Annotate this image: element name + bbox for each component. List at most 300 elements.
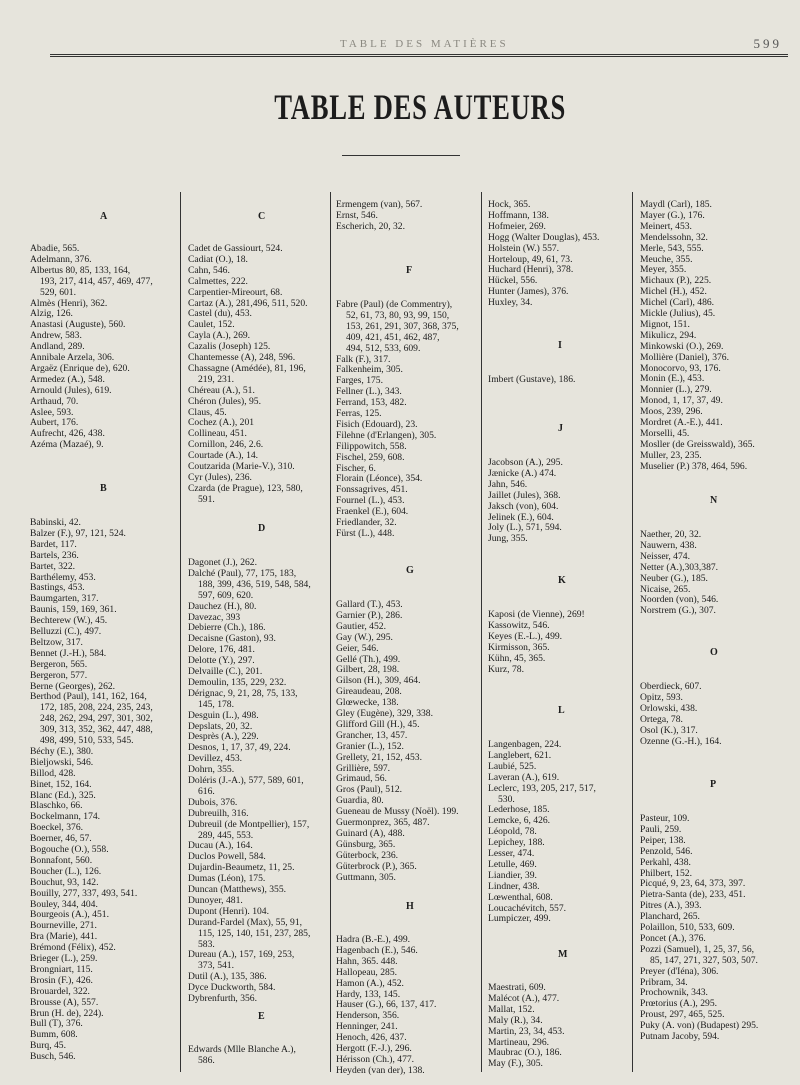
author-entry: Mayer (G.), 176. [640, 209, 705, 221]
author-entry: Bieljowski, 546. [30, 756, 94, 768]
author-entry: Balzer (F.), 97, 121, 524. [30, 527, 126, 539]
author-entry: Kassowitz, 546. [488, 619, 550, 631]
author-entry: Baumgarten, 317. [30, 593, 99, 605]
author-entry: Calmettes, 222. [188, 275, 248, 287]
author-entry: Busch, 546. [30, 1051, 76, 1063]
author-entry: Cazalis (Joseph) 125. [188, 341, 271, 353]
author-entry: Pauli, 259. [640, 823, 682, 835]
running-head [50, 38, 788, 57]
author-entry: Hauser (G.), 66, 137, 417. [336, 999, 437, 1011]
author-entry: Guardia, 80. [336, 795, 384, 807]
author-entry: Almès (Henri), 362. [30, 297, 108, 309]
author-entry-continuation: 616. [198, 785, 215, 797]
author-entry: Prochownik, 343. [640, 987, 708, 999]
section-letter: C [258, 211, 266, 222]
author-entry: Boeckel, 376. [30, 822, 84, 834]
author-entry: Norstrem (G.), 307. [640, 605, 716, 617]
author-entry: Monocorvo, 93, 176. [640, 362, 721, 374]
author-entry: Perkahl, 438. [640, 856, 691, 868]
author-entry: Berthod (Paul), 141, 162, 164, [30, 691, 147, 703]
author-entry: Neisser, 474. [640, 550, 690, 562]
author-entry: Guermonprez, 365, 487. [336, 817, 430, 828]
author-entry-continuation: 597, 609, 620. [198, 589, 254, 601]
author-entry: Ferras, 125. [336, 408, 382, 419]
column-divider [180, 192, 181, 1072]
author-entry: Bartels, 236. [30, 549, 79, 561]
author-entry: Jænicke (A.) 474. [488, 467, 557, 479]
title-rule [342, 155, 460, 156]
author-entry: Maydl (Carl), 185. [640, 199, 712, 210]
author-entry: Burq, 45. [30, 1040, 66, 1052]
author-entry-continuation: 494, 512, 533, 609. [346, 342, 421, 354]
author-entry: Lesser, 474. [488, 848, 535, 859]
author-entry: Michaux (P.), 225. [640, 275, 712, 287]
author-entry: Armedez (A.), 548. [30, 373, 105, 385]
author-entry: Grimaud, 56. [336, 773, 387, 785]
author-entry: Andrew, 583. [30, 330, 82, 342]
running-title: TABLE DES MATIÈRES [340, 38, 509, 50]
author-entry: Boerner, 46, 57. [30, 833, 92, 845]
author-entry: Opitz, 593. [640, 691, 683, 703]
author-entry: Nauwern, 438. [640, 539, 697, 551]
column-divider [481, 192, 482, 1072]
author-entry: Claus, 45. [188, 406, 227, 418]
author-entry: Joly (L.), 571, 594. [488, 522, 562, 534]
author-entry: Gautier, 452. [336, 620, 386, 632]
author-entry: Fabre (Paul) (de Commentry), [336, 299, 453, 310]
author-entry: Fischer, 6. [336, 462, 376, 474]
author-entry: Jacobson (A.), 295. [488, 457, 563, 468]
author-entry: Baunis, 159, 169, 361. [30, 604, 117, 616]
author-entry: Mignot, 151. [640, 318, 690, 330]
author-entry: Binet, 152, 164. [30, 778, 92, 790]
author-entry: Brouardel, 322. [30, 985, 90, 997]
author-entry: Kurz, 78. [488, 663, 524, 675]
author-entry-continuation: 591. [198, 493, 215, 505]
author-entry: Meyer, 355. [640, 264, 687, 276]
author-entry: Abadie, 565. [30, 243, 80, 254]
author-entry: Moos, 239, 296. [640, 406, 703, 418]
page-number: 599 [753, 36, 782, 51]
author-entry: Dybrenfurth, 356. [188, 993, 258, 1004]
author-entry: Huchard (Henri), 378. [488, 264, 574, 276]
author-entry: Naether, 20, 32. [640, 529, 702, 540]
author-entry: Dureau (A.), 157, 169, 253, [188, 949, 295, 961]
author-entry: Fonssagrives, 451. [336, 484, 408, 496]
author-entry: Alzig, 126. [30, 308, 73, 320]
author-entry: Prœtorius (A.), 295. [640, 998, 718, 1010]
author-entry: Falkenheim, 305. [336, 364, 403, 376]
author-entry: Loucachévitch, 557. [488, 902, 567, 914]
author-entry: Brémond (Félix), 452. [30, 942, 116, 954]
author-entry: Carpentier-Mireourt, 68. [188, 286, 283, 298]
author-entry: Penzold, 546. [640, 845, 693, 857]
author-entry: Chassagne (Amédée), 81, 196, [188, 362, 306, 374]
section-letter: A [100, 211, 108, 222]
author-entry: Ozenne (G.-H.), 164. [640, 735, 722, 747]
author-entry: Bumm, 608. [30, 1029, 78, 1041]
column-divider [632, 192, 633, 1072]
section-letter: J [558, 423, 563, 434]
author-entry: Czarda (de Prague), 123, 580, [188, 482, 303, 494]
author-entry: Cayla (A.), 269. [188, 330, 251, 342]
author-entry: Lepichey, 188. [488, 837, 545, 849]
section-letter: D [258, 523, 266, 534]
author-entry: Monod, 1, 17, 37, 49. [640, 395, 723, 407]
author-entry: Beltzow, 317. [30, 636, 83, 648]
author-entry: Meinert, 453. [640, 220, 692, 232]
author-entry: Aufrecht, 426, 438. [30, 428, 105, 440]
author-entry-continuation: 409, 421, 451, 462, 487, [346, 331, 440, 343]
author-entry: Azéma (Mazaé), 9. [30, 439, 104, 451]
author-entry: Aubert, 176. [30, 417, 79, 429]
author-entry: Coutzarida (Marie-V.), 310. [188, 461, 295, 472]
author-entry: Dunoyer, 481. [188, 894, 243, 906]
author-entry: Minkowski (O.), 269. [640, 340, 724, 352]
author-entry: Ducau (A.), 164. [188, 840, 253, 852]
author-entry: Mallat, 152. [488, 1003, 535, 1015]
author-entry: Billod, 428. [30, 767, 76, 779]
author-entry-continuation: 529, 601. [40, 286, 76, 298]
author-entry: Grancher, 13, 457. [336, 729, 408, 741]
author-entry: Bouchut, 93, 142. [30, 876, 99, 888]
author-entry: Delore, 176, 481. [188, 644, 255, 656]
author-entry: Arnould (Jules), 619. [30, 384, 112, 396]
author-entry: Osol (K.), 317. [640, 724, 698, 736]
column-divider [330, 192, 331, 1072]
author-entry: Hunter (James), 376. [488, 286, 569, 298]
author-entry: Aslee, 593. [30, 406, 74, 418]
author-entry: Hergott (F.-J.), 296. [336, 1043, 412, 1054]
author-entry: Ernst, 546. [336, 209, 378, 221]
author-entry: Jelinek (E.), 604. [488, 511, 554, 523]
author-entry: Lindner, 438. [488, 880, 540, 892]
author-entry: Hahn, 365. 448. [336, 955, 398, 967]
author-entry: Cadiat (O.), 18. [188, 253, 248, 265]
author-entry: Falk (F.), 317. [336, 353, 391, 365]
author-entry: Maly (R.), 34. [488, 1014, 543, 1026]
author-entry: Farges, 175. [336, 375, 383, 387]
author-entry: Peiper, 138. [640, 834, 686, 846]
author-entry: Dalché (Paul), 77, 175, 183, [188, 567, 297, 579]
author-entry: Netter (A.),303,387. [640, 561, 719, 573]
author-entry: Monnier (L.), 279. [640, 384, 712, 396]
author-entry: Lœwenthal, 608. [488, 891, 553, 903]
author-entry: Cartaz (A.), 281,496, 511, 520. [188, 297, 308, 309]
page-title: TABLE DES AUTEURS [274, 87, 567, 127]
author-entry: Guinard (A), 488. [336, 827, 405, 839]
author-entry: Polaillon, 510, 533, 609. [640, 922, 735, 933]
author-entry: Noorden (von), 546. [640, 594, 719, 606]
author-entry: Hogg (Walter Douglas), 453. [488, 231, 600, 243]
author-entry: Gireaudeau, 208. [336, 686, 402, 698]
author-entry: Mickle (Julius), 45. [640, 308, 716, 319]
author-entry: Muselier (P.) 378, 464, 596. [640, 460, 748, 472]
author-entry: Béchy (E.), 380. [30, 745, 94, 757]
author-entry: Demoulin, 135, 229, 232. [188, 676, 287, 688]
author-entry: Merle, 543, 555. [640, 242, 704, 254]
author-entry: Dyce Duckworth, 584. [188, 982, 276, 994]
author-entry: Courtade (A.), 14. [188, 450, 259, 462]
author-entry: Dumas (Léon), 175. [188, 873, 266, 885]
author-entry: Hückel, 556. [488, 275, 538, 287]
author-entry: Boucher (L.), 126. [30, 865, 102, 877]
author-entry: Delotte (Y.), 297. [188, 655, 255, 667]
author-entry: Castel (du), 453. [188, 308, 252, 320]
author-entry: Bardet, 117. [30, 538, 77, 550]
author-entry: Pozzi (Samuel), 1, 25, 37, 56, [640, 943, 755, 955]
author-entry: Escherich, 20, 32. [336, 220, 406, 232]
author-entry: Monin (E.), 453. [640, 373, 705, 385]
author-entry: Horteloup, 49, 61, 73. [488, 253, 573, 265]
author-entry-continuation: 289, 445, 553. [198, 829, 254, 841]
author-entry: Jaksch (von), 604. [488, 500, 559, 512]
author-entry: Dubois, 376. [188, 796, 238, 808]
author-entry: Chéron (Jules), 95. [188, 395, 262, 407]
author-entry: Malécot (A.), 477. [488, 992, 560, 1004]
author-entry: Ferrand, 153, 482. [336, 397, 407, 409]
section-letter: K [558, 575, 566, 586]
author-entry: Devillez, 453. [188, 753, 243, 765]
author-entry: Caulet, 152. [188, 319, 235, 331]
author-entry: Hallopeau, 285. [336, 966, 398, 978]
author-entry: Bouilly, 277, 337, 493, 541. [30, 887, 138, 899]
author-entry-continuation: 153, 261, 291, 307, 368, 375, [346, 320, 459, 332]
author-entry: Dauchez (H.), 80. [188, 600, 257, 612]
author-entry: Liandier, 39. [488, 869, 537, 881]
author-entry: Holstein (W.) 557. [488, 242, 560, 254]
author-entry: Florain (Léonce), 354. [336, 473, 423, 485]
author-entry: Gley (Eugène), 329, 338. [336, 708, 433, 719]
author-entry: Barthélemy, 453. [30, 571, 96, 583]
author-entry: Adelmann, 376. [30, 253, 92, 265]
author-entry: Langenbagen, 224. [488, 739, 562, 750]
author-entry: Huxley, 34. [488, 297, 533, 309]
author-entry: Fraenkel (E.), 604. [336, 506, 409, 518]
author-entry: Cochez (A.), 201 [188, 417, 255, 429]
author-entry: Henderson, 356. [336, 1010, 400, 1022]
author-entry: Gay (W.), 295. [336, 631, 393, 643]
author-entry-continuation: 219, 231. [198, 373, 234, 385]
author-entry-continuation: 583. [198, 938, 215, 950]
author-entry: Dujardin-Beaumetz, 11, 25. [188, 862, 295, 874]
author-entry: Dupont (Henri). 104. [188, 905, 269, 917]
author-entry: Hadra (B.-E.), 499. [336, 934, 411, 945]
author-entry: Annibale Arzela, 306. [30, 352, 115, 363]
author-entry: Laubié, 525. [488, 760, 537, 772]
author-entry: Nicaise, 265. [640, 583, 691, 595]
author-entry: Brongniart, 115. [30, 963, 93, 975]
author-entry: Martineau, 296. [488, 1036, 550, 1048]
author-entry: Cadet de Gassiourt, 524. [188, 243, 283, 254]
author-entry: Picqué, 9, 23, 64, 373, 397. [640, 878, 746, 890]
author-entry: Belluzzi (C.), 497. [30, 626, 102, 637]
author-entry: Debierre (Ch.), 186. [188, 622, 266, 634]
author-entry: Bogouche (O.), 558. [30, 844, 109, 855]
author-entry-continuation: 172, 185, 208, 224, 235, 243, [40, 702, 153, 714]
author-entry: Dagonet (J.), 262. [188, 557, 258, 568]
author-entry: Desnos, 1, 17, 37, 49, 224. [188, 742, 291, 754]
author-entry: Preyer (d'Iéna), 306. [640, 965, 719, 977]
author-entry: Mikulicz, 294. [640, 329, 697, 341]
author-entry: Desguin (L.), 498. [188, 709, 259, 721]
author-entry: Puky (A. von) (Budapest) 295. [640, 1020, 759, 1032]
author-entry: Langlebert, 621. [488, 749, 552, 761]
author-entry: Dohrn, 355. [188, 764, 235, 776]
author-entry: Mollière (Daniel), 376. [640, 351, 729, 363]
author-entry: Letulle, 469. [488, 858, 537, 870]
author-entry: Geier, 546. [336, 642, 379, 654]
section-letter: I [558, 340, 562, 351]
author-entry: Dubreuilh, 316. [188, 807, 249, 819]
author-entry: Dérignac, 9, 21, 28, 75, 133, [188, 687, 298, 699]
author-entry: Bouley, 344, 404. [30, 898, 98, 910]
author-entry: Bartet, 322. [30, 560, 76, 572]
author-entry: Cahn, 546. [188, 264, 230, 276]
author-entry: Martin, 23, 34, 453. [488, 1025, 565, 1037]
author-entry: Fisich (Edouard), 23. [336, 418, 418, 430]
section-letter: E [258, 1011, 265, 1022]
author-entry: Hofmeier, 269. [488, 220, 546, 232]
author-entry: Hoffmann, 138. [488, 209, 549, 221]
author-entry: Glifford Gill (H.), 45. [336, 718, 420, 730]
author-entry: Collineau, 451. [188, 428, 247, 440]
section-letter: M [558, 949, 568, 960]
author-entry: Pietra-Santa (de), 233, 451. [640, 889, 746, 901]
author-entry: Orlowski, 438. [640, 702, 698, 714]
section-letter: B [100, 483, 107, 494]
author-entry: Pitres (A.), 393. [640, 900, 702, 912]
section-letter: G [406, 565, 414, 576]
author-entry: Ermengem (van), 567. [336, 199, 423, 210]
author-entry-continuation: 193, 217, 414, 457, 469, 477, [40, 275, 153, 287]
author-entry: Davezac, 393 [188, 611, 241, 623]
author-entry: Fournel (L.), 453. [336, 495, 405, 507]
author-entry: Bra (Marie), 441. [30, 931, 98, 943]
author-entry: Bourneville, 271. [30, 920, 97, 932]
author-entry: Gallard (T.), 453. [336, 599, 403, 610]
section-letter: P [710, 779, 717, 790]
author-entry: Bechterew (W.), 45. [30, 615, 108, 627]
author-entry: Heyden (van der), 138. [336, 1064, 425, 1076]
author-entry: Imbert (Gustave), 186. [488, 374, 576, 385]
author-entry: Philbert, 152. [640, 867, 692, 879]
author-entry: Maestrati, 609. [488, 982, 546, 993]
author-entry: Dutil (A.), 135, 386. [188, 971, 267, 983]
author-entry: Arthaud, 70. [30, 395, 79, 407]
author-entry: Mordret (A.-E.), 441. [640, 417, 723, 428]
author-entry: Günsburg, 365. [336, 838, 396, 850]
author-entry: Depslats, 20, 32. [188, 720, 253, 732]
author-entry: Henoch, 426, 437. [336, 1032, 407, 1044]
author-entry: Brousse (A), 557. [30, 996, 99, 1008]
author-entry-continuation: 85, 147, 271, 327, 503, 507. [650, 954, 758, 966]
section-letter: O [710, 647, 718, 658]
author-entry: May (F.), 305. [488, 1058, 543, 1070]
author-entry: Dubreuil (de Montpellier), 157, [188, 818, 310, 830]
author-entry-continuation: 52, 61, 73, 80, 93, 99, 150, [346, 309, 450, 321]
author-entry: Léopold, 78. [488, 826, 537, 838]
author-entry: Jaillet (Jules), 368. [488, 489, 561, 501]
author-entry: Duncan (Matthews), 355. [188, 884, 287, 895]
author-entry: Grellety, 21, 152, 453. [336, 751, 422, 763]
section-letter: N [710, 495, 718, 506]
author-entry: Kaposi (de Vienne), 269! [488, 609, 585, 620]
author-entry: Michel (H.), 452. [640, 286, 707, 298]
author-entry: Brieger (L.), 259. [30, 953, 98, 964]
author-entry: Lederhose, 185. [488, 804, 550, 816]
author-entry: Michel (Carl), 486. [640, 297, 715, 309]
author-entry: Jung, 355. [488, 533, 528, 545]
author-entry: Chantemesse (A), 248, 596. [188, 352, 296, 363]
author-entry: Kühn, 45, 365. [488, 652, 546, 664]
author-entry: Babinski, 42. [30, 517, 81, 528]
author-entry: Henninger, 241. [336, 1021, 398, 1033]
author-entry: Friedlander, 32. [336, 517, 397, 528]
author-entry: Guttmann, 305. [336, 871, 396, 883]
author-entry: Argaëz (Enrique de), 620. [30, 362, 130, 374]
author-entry: Keyes (E.-L.), 499. [488, 630, 563, 642]
author-entry: Desprès (A.), 229. [188, 731, 259, 743]
author-entry: Granier (L.), 152. [336, 740, 404, 752]
author-entry: Bastings, 453. [30, 582, 85, 594]
section-letter: L [558, 705, 565, 716]
author-entry-continuation: 188, 399, 436, 519, 548, 584, [198, 578, 311, 590]
author-entry: Bockelmann, 174. [30, 811, 101, 823]
author-entry: Bull (T), 376. [30, 1018, 83, 1030]
author-entry: Filehne (d'Erlangen), 305. [336, 429, 437, 441]
author-entry: Hock, 365. [488, 199, 531, 210]
author-entry: Durand-Fardel (Max), 55, 91, [188, 916, 303, 928]
author-entry: Fischel, 259, 608. [336, 451, 405, 463]
author-entry: Fürst (L.), 448. [336, 527, 395, 539]
author-entry: Maubrac (O.), 186. [488, 1047, 562, 1059]
author-entry: Gellé (Th.), 499. [336, 653, 401, 665]
author-entry: Andland, 289. [30, 341, 85, 353]
author-entry: Hardy, 133, 145. [336, 988, 401, 1000]
author-entry-continuation: 248, 262, 294, 297, 301, 302, [40, 713, 153, 725]
author-entry: Güterbrock (P.), 365. [336, 860, 417, 872]
author-entry: Bergeron, 577. [30, 669, 88, 681]
author-entry: Filippowitch, 558. [336, 440, 407, 452]
author-entry-continuation: 115, 125, 140, 151, 237, 285, [198, 927, 311, 939]
author-entry: Güterbock, 236. [336, 849, 399, 861]
author-entry: Blanc (Ed.), 325. [30, 789, 96, 801]
author-entry: Hagenbach (E.), 546. [336, 944, 418, 956]
author-entry: Hamon (A.), 452. [336, 977, 404, 989]
section-letter: F [406, 265, 413, 276]
author-entry: Bennet (J.-H.), 584. [30, 647, 107, 659]
author-entry: Ortega, 78. [640, 713, 683, 725]
author-entry: Pribram, 34. [640, 976, 688, 988]
author-entry: Decaisne (Gaston), 93. [188, 633, 276, 645]
author-entry: Muller, 23, 235. [640, 449, 702, 461]
author-entry: Planchard, 265. [640, 911, 700, 923]
author-entry: Cyr (Jules), 236. [188, 471, 252, 483]
author-entry: Duclos Powell, 584. [188, 851, 266, 863]
author-entry: Proust, 297, 465, 525. [640, 1009, 725, 1021]
author-entry: Edwards (Mlle Blanche A.), [188, 1044, 296, 1055]
author-entry: Cornillon, 246, 2.6. [188, 439, 264, 451]
author-entry: Lumpiczer, 499. [488, 913, 551, 925]
author-entry: Bergeron, 565. [30, 658, 88, 670]
author-entry: Hérisson (Ch.), 477. [336, 1053, 415, 1065]
author-entry: Brosin (F.), 426. [30, 974, 93, 986]
author-entry: Leclerc, 193, 205, 217, 517, [488, 782, 596, 794]
author-entry-continuation: 530. [498, 793, 515, 805]
author-entry: Fellner (L.), 343. [336, 386, 402, 398]
author-entry: Blaschko, 66. [30, 800, 83, 812]
